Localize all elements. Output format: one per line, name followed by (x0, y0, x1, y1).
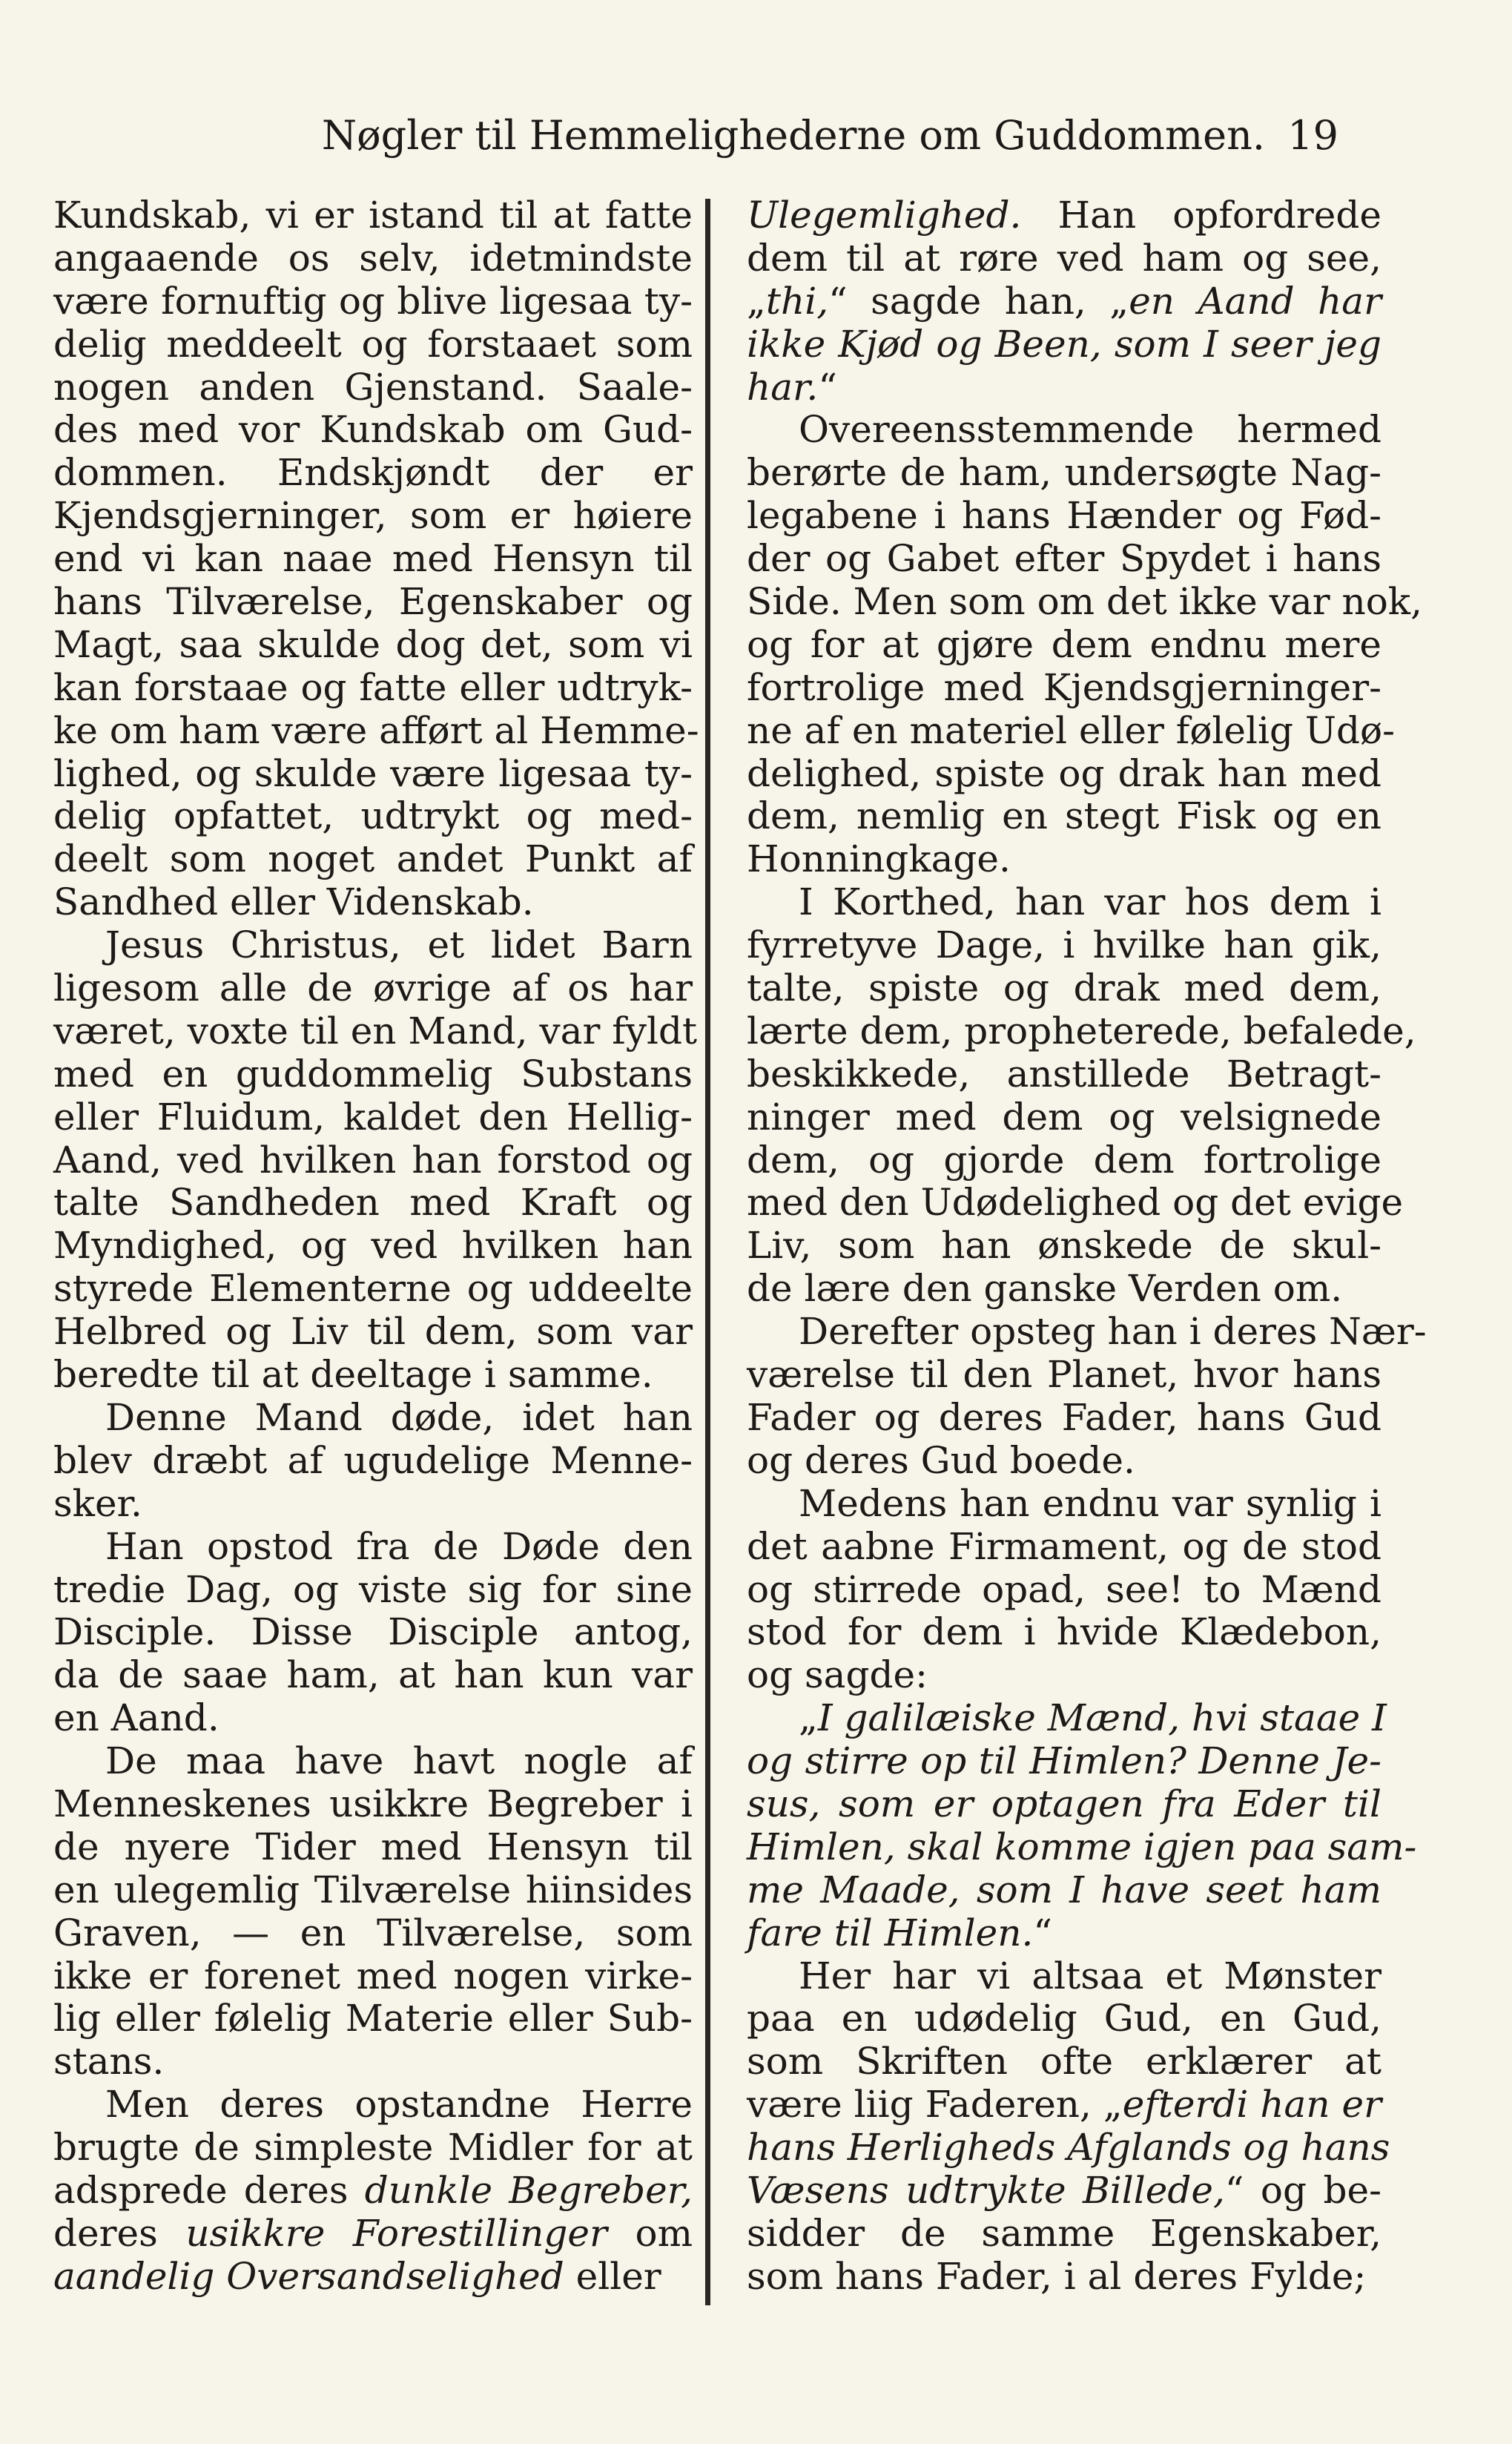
text-line: „I galilæiske Mænd, hvi staae I (799, 1696, 1387, 1740)
text-line: beredte til at deeltage i samme. (53, 1353, 653, 1397)
text-line: dem, nemlig en stegt Fisk og en (747, 794, 1381, 838)
text-line: Denne Mand døde, idet han (105, 1395, 693, 1439)
text-line: Kjendsgjerninger, som er høiere (53, 494, 693, 538)
text-line: dem til at røre ved ham og see, (747, 236, 1381, 280)
text-line: dommen. Endskjøndt der er (53, 451, 693, 495)
text-line: de nyere Tider med Hensyn til (53, 1825, 693, 1868)
text-line: Medens han endnu var synlig i (799, 1481, 1381, 1525)
text-line: fare til Himlen.“ (747, 1911, 1052, 1954)
page-number: 19 (1287, 112, 1338, 159)
text-line: og for at gjøre dem endnu mere (747, 622, 1381, 666)
text-line: brugte de simpleste Midler for at (53, 2126, 693, 2170)
text-line: og sagde: (747, 1653, 928, 1697)
text-line: Side. Men som om det ikke var nok, (747, 580, 1422, 624)
text-line: angaaende os selv, idetmindste (53, 236, 693, 280)
text-line: sidder de samme Egenskaber, (747, 2211, 1381, 2255)
text-line: som Skriften ofte erklærer at (747, 2040, 1381, 2084)
text-line: end vi kan naae med Hensyn til (53, 537, 693, 581)
text-line: ikke er forenet med nogen virke- (53, 1954, 693, 1997)
text-line: Himlen, skal komme igjen paa sam- (747, 1825, 1417, 1868)
text-line: Her har vi altsaa et Mønster (799, 1954, 1381, 1997)
text-line: og deres Gud boede. (747, 1438, 1135, 1482)
text-line: delig meddeelt og forstaaet som (53, 322, 693, 366)
text-line: Overeensstemmende hermed (799, 408, 1381, 452)
text-line: paa en udødelig Gud, en Gud, (747, 1997, 1381, 2040)
text-line: der og Gabet efter Spydet i hans (747, 537, 1381, 581)
text-line: hans Tilværelse, Egenskaber og (53, 580, 693, 624)
text-line: talte, spiste og drak med dem, (747, 966, 1381, 1010)
text-line: ninger med dem og velsignede (747, 1095, 1381, 1139)
text-line: med den Udødelighed og det evige (747, 1181, 1404, 1225)
text-line: som hans Fader, i al deres Fylde; (747, 2254, 1367, 2298)
text-line: ke om ham være afført al Hemme- (53, 708, 699, 752)
text-line: Aand, ved hvilken han forstod og (53, 1138, 693, 1182)
running-header: Nøgler til Hemmelighederne om Guddommen. (321, 112, 1266, 159)
text-line: Men deres opstandne Herre (105, 2083, 693, 2127)
text-line: været, voxte til en Mand, var fyldt (53, 1009, 698, 1053)
text-line: være fornuftig og blive ligesaa ty- (53, 279, 693, 323)
text-line: eller Fluidum, kaldet den Hellig- (53, 1095, 693, 1139)
left-column (53, 194, 699, 2299)
text-line: dem, og gjorde dem fortrolige (747, 1138, 1381, 1182)
text-line: Honningkage. (747, 837, 1011, 881)
text-line: stod for dem i hvide Klædebon, (747, 1610, 1381, 1654)
right-column (747, 194, 1427, 2299)
text-line: Ulegemlighed. Han opfordrede (747, 194, 1381, 237)
text-line: og stirrede opad, see! to Mænd (747, 1567, 1381, 1611)
text-line: ligesom alle de øvrige af os har (53, 966, 693, 1010)
text-line: fyrretyve Dage, i hvilke han gik, (747, 923, 1381, 967)
text-line: adsprede deres dunkle Begreber, (53, 2168, 693, 2212)
text-line: stans. (53, 2040, 165, 2084)
text-line: styrede Elementerne og uddeelte (53, 1267, 693, 1311)
text-line: da de saae ham, at han kun var (53, 1653, 693, 1697)
text-line: kan forstaae og fatte eller udtryk- (53, 665, 693, 709)
text-line: Liv, som han ønskede de skul- (747, 1224, 1381, 1268)
text-line: aandelig Oversandselighed eller (53, 2254, 661, 2298)
text-line: berørte de ham, undersøgte Nag- (747, 451, 1381, 495)
text-line: ne af en materiel eller følelig Udø- (747, 708, 1396, 752)
text-line: Han opstod fra de Døde den (105, 1524, 693, 1568)
text-line: Menneskenes usikkre Begreber i (53, 1782, 693, 1825)
text-line: lighed, og skulde være ligesaa ty- (53, 751, 693, 795)
text-line: lærte dem, propheterede, befalede, (747, 1009, 1416, 1053)
text-line: værelse til den Planet, hvor hans (747, 1353, 1381, 1397)
text-line: en ulegemlig Tilværelse hiinsides (53, 1868, 693, 1911)
text-line: med en guddommelig Substans (53, 1052, 693, 1096)
text-line: legabene i hans Hænder og Fød- (747, 494, 1381, 538)
text-line: sus, som er optagen fra Eder til (747, 1782, 1381, 1825)
text-line: deres usikkre Forestillinger om (53, 2211, 693, 2255)
text-line: Myndighed, og ved hvilken han (53, 1224, 693, 1268)
column-divider (705, 199, 710, 2305)
text-line: og stirre op til Himlen? Denne Je- (747, 1739, 1381, 1783)
text-line: det aabne Firmament, og de stod (747, 1524, 1381, 1568)
text-line: me Maade, som I have seet ham (747, 1868, 1381, 1911)
text-line: en Aand. (53, 1696, 219, 1740)
text-line: Jesus Christus, et lidet Barn (105, 923, 693, 967)
text-line: tredie Dag, og viste sig for sine (53, 1567, 693, 1611)
text-line: deelt som noget andet Punkt af (53, 837, 693, 881)
text-line: de lære den ganske Verden om. (747, 1267, 1343, 1311)
text-line: Derefter opsteg han i deres Nær- (799, 1310, 1427, 1354)
text-line: des med vor Kundskab om Gud- (53, 408, 693, 452)
text-line: har.“ (747, 365, 837, 409)
text-line: Graven, — en Tilværelse, som (53, 1911, 693, 1954)
text-line: Helbred og Liv til dem, som var (53, 1310, 693, 1354)
text-line: delig opfattet, udtrykt og med- (53, 794, 693, 838)
text-line: Væsens udtrykte Billede,“ og be- (747, 2168, 1381, 2212)
text-line: talte Sandheden med Kraft og (53, 1181, 693, 1225)
text-line: Fader og deres Fader, hans Gud (747, 1395, 1381, 1439)
text-line: sker. (53, 1481, 142, 1525)
text-line: Disciple. Disse Disciple antog, (53, 1610, 693, 1654)
text-line: delighed, spiste og drak han med (747, 751, 1381, 795)
text-line: blev dræbt af ugudelige Menne- (53, 1438, 693, 1482)
text-line: hans Herligheds Afglands og hans (747, 2126, 1390, 2170)
text-line: „thi,“ sagde han, „en Aand har (747, 279, 1382, 323)
text-line: nogen anden Gjenstand. Saale- (53, 365, 693, 409)
text-line: ikke Kjød og Been, som I seer jeg (747, 322, 1381, 366)
text-line: Sandhed eller Videnskab. (53, 880, 534, 924)
text-line: De maa have havt nogle af (105, 1739, 693, 1783)
text-line: I Korthed, han var hos dem i (799, 880, 1381, 924)
text-line: Kundskab, vi er istand til at fatte (53, 194, 693, 237)
text-line: beskikkede, anstillede Betragt- (747, 1052, 1381, 1096)
text-line: være liig Faderen, „efterdi han er (747, 2083, 1381, 2127)
text-line: Magt, saa skulde dog det, som vi (53, 622, 693, 666)
text-line: fortrolige med Kjendsgjerninger- (747, 665, 1381, 709)
text-line: lig eller følelig Materie eller Sub- (53, 1997, 693, 2040)
